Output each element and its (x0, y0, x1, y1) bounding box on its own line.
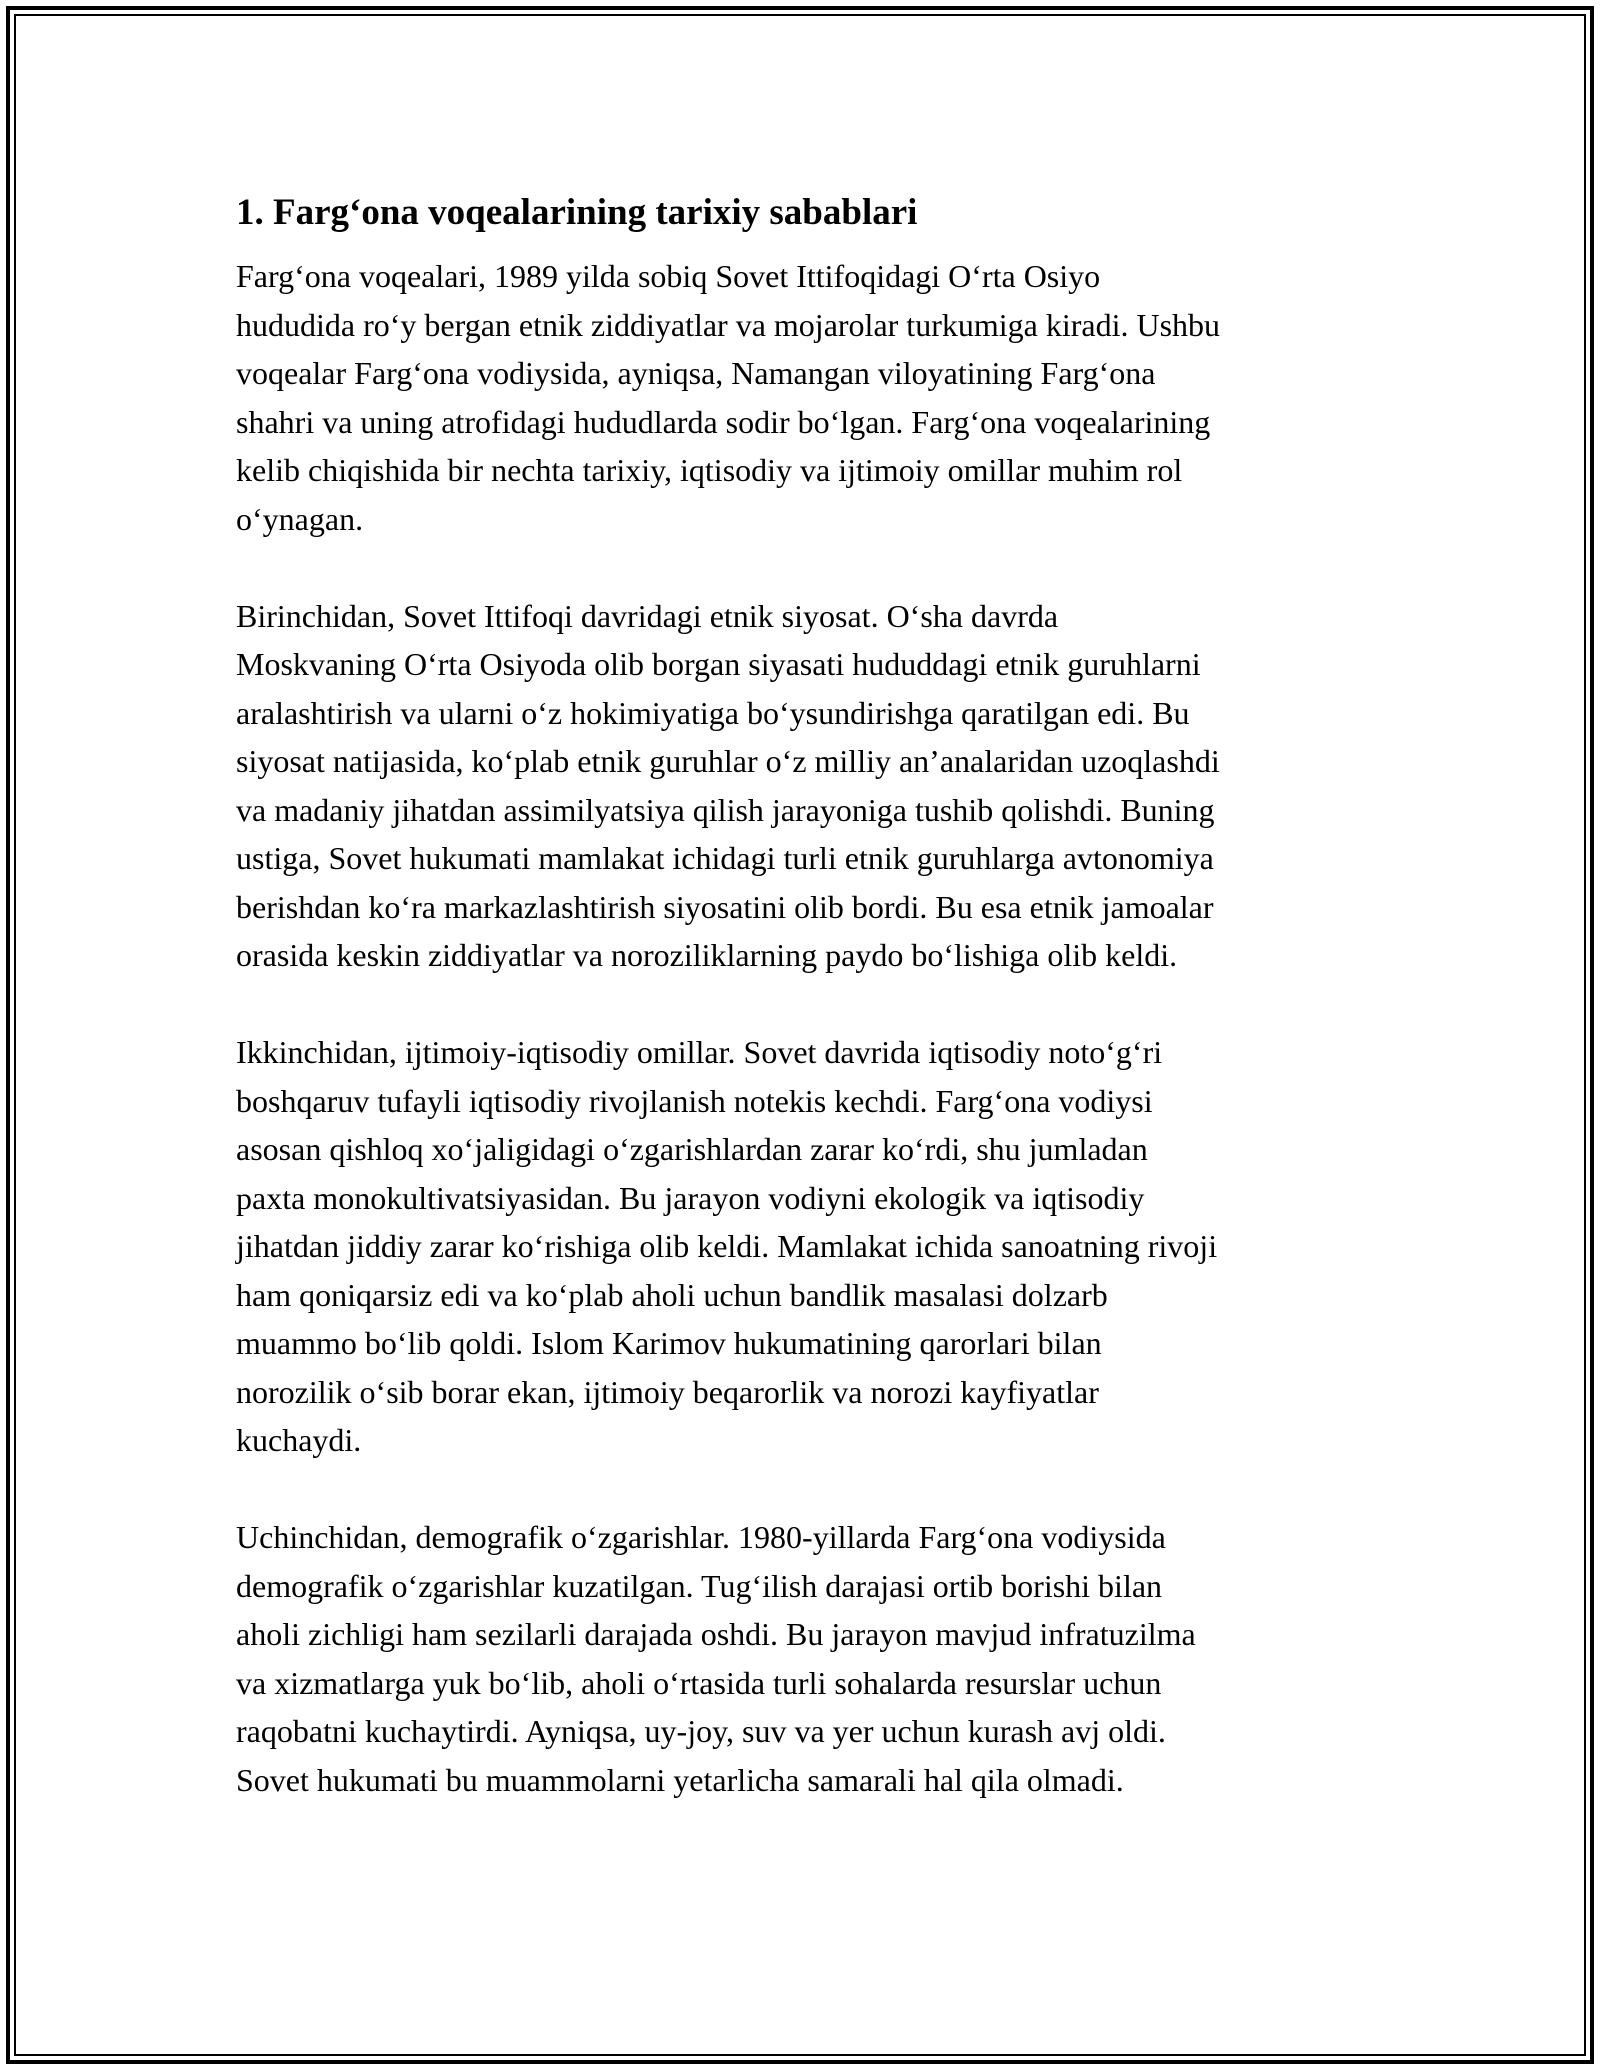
text-line: paxta monokultivatsiyasidan. Bu jarayon vodiyni ekologik va iqtisodiy (236, 1179, 1145, 1216)
text-line: norozilik o‘sib borar ekan, ijtimoiy beqarorlik va norozi kayfiyatlar (236, 1373, 1099, 1410)
text-line: Ikkinchidan, ijtimoiy-iqtisodiy omillar. Sovet davrida iqtisodiy noto‘g‘ri (236, 1034, 1163, 1070)
text-line: Uchinchidan, demografik o‘zgarishlar. 1980-yillarda Farg‘ona vodiysida (236, 1519, 1166, 1555)
text-line: o‘ynagan. (236, 500, 364, 537)
text-line: Birinchidan, Sovet Ittifoqi davridagi etnik siyosat. O‘sha davrda (236, 597, 1059, 634)
text-line: ham qoniqarsiz edi va ko‘plab aholi uchun bandlik masalasi dolzarb (236, 1276, 1108, 1313)
text-line: Farg‘ona voqealari, 1989 yilda sobiq Sovet Ittifoqidagi O‘rta Osiyo (236, 258, 1101, 294)
text-line: Sovet hukumati bu muammolarni yetarlicha samarali hal qila olmadi. (236, 1761, 1124, 1798)
text-line: kelib chiqishida bir nechta tarixiy, iqtisodiy va ijtimoiy omillar muhim rol (236, 452, 1183, 488)
text-line: demografik o‘zgarishlar kuzatilgan. Tug‘ilish darajasi ortib borishi bilan (236, 1567, 1163, 1604)
text-line: jihatdan jiddiy zarar ko‘rishiga olib keldi. Mamlakat ichida sanoatning rivoji (236, 1228, 1218, 1264)
paragraph-intro (236, 252, 1376, 543)
text-line: ustiga, Sovet hukumati mamlakat ichidagi turli etnik guruhlarga avtonomiya (236, 840, 1214, 876)
paragraph-first-reason (236, 592, 1376, 980)
text-line: voqealar Farg‘ona vodiysida, ayniqsa, Namangan viloyatining Farg‘ona (236, 355, 1156, 391)
paragraph-third-reason (236, 1513, 1376, 1804)
text-line: raqobatni kuchaytirdi. Ayniqsa, uy-joy, suv va yer uchun kurash avj oldi. (236, 1713, 1166, 1749)
paragraph-second-reason (236, 1028, 1376, 1465)
text-line: hududida ro‘y bergan etnik ziddiyatlar va mojarolar turkumiga kiradi. Ushbu (236, 306, 1221, 343)
text-line: muammo bo‘lib qoldi. Islom Karimov hukumatining qarorlari bilan (236, 1325, 1102, 1361)
text-line: va xizmatlarga yuk bo‘lib, aholi o‘rtasida turli sohalarda resurslar uchun (236, 1664, 1162, 1701)
text-line: asosan qishloq xo‘jaligidagi o‘zgarishlardan zarar ko‘rdi, shu jumladan (236, 1131, 1148, 1167)
text-line: aralashtirish va ularni o‘z hokimiyatiga bo‘ysundirishga qaratilgan edi. Bu (236, 694, 1190, 731)
text-line: berishdan ko‘ra markazlashtirish siyosatini olib bordi. Bu esa etnik jamoalar (236, 888, 1214, 925)
document-body (236, 186, 1376, 1853)
text-line: aholi zichligi ham sezilarli darajada oshdi. Bu jarayon mavjud infratuzilma (236, 1616, 1196, 1652)
text-line: siyosat natijasida, ko‘plab etnik guruhlar o‘z milliy an’analaridan uzoqlashdi (236, 743, 1220, 779)
text-line: va madaniy jihatdan assimilyatsiya qilish jarayoniga tushib qolishdi. Buning (236, 791, 1215, 828)
text-line: kuchaydi. (236, 1422, 362, 1458)
text-line: boshqaruv tufayli iqtisodiy rivojlanish notekis kechdi. Farg‘ona vodiysi (236, 1082, 1153, 1119)
section-heading: 1. Farg‘ona voqealarining tarixiy sabablari (236, 192, 918, 233)
text-line: orasida keskin ziddiyatlar va noroziliklarning paydo bo‘lishiga olib keldi. (236, 937, 1178, 973)
text-line: shahri va uning atrofidagi hududlarda sodir bo‘lgan. Farg‘ona voqealarining (236, 403, 1211, 440)
text-line: Moskvaning O‘rta Osiyoda olib borgan siyasati hududdagi etnik guruhlarni (236, 646, 1201, 682)
